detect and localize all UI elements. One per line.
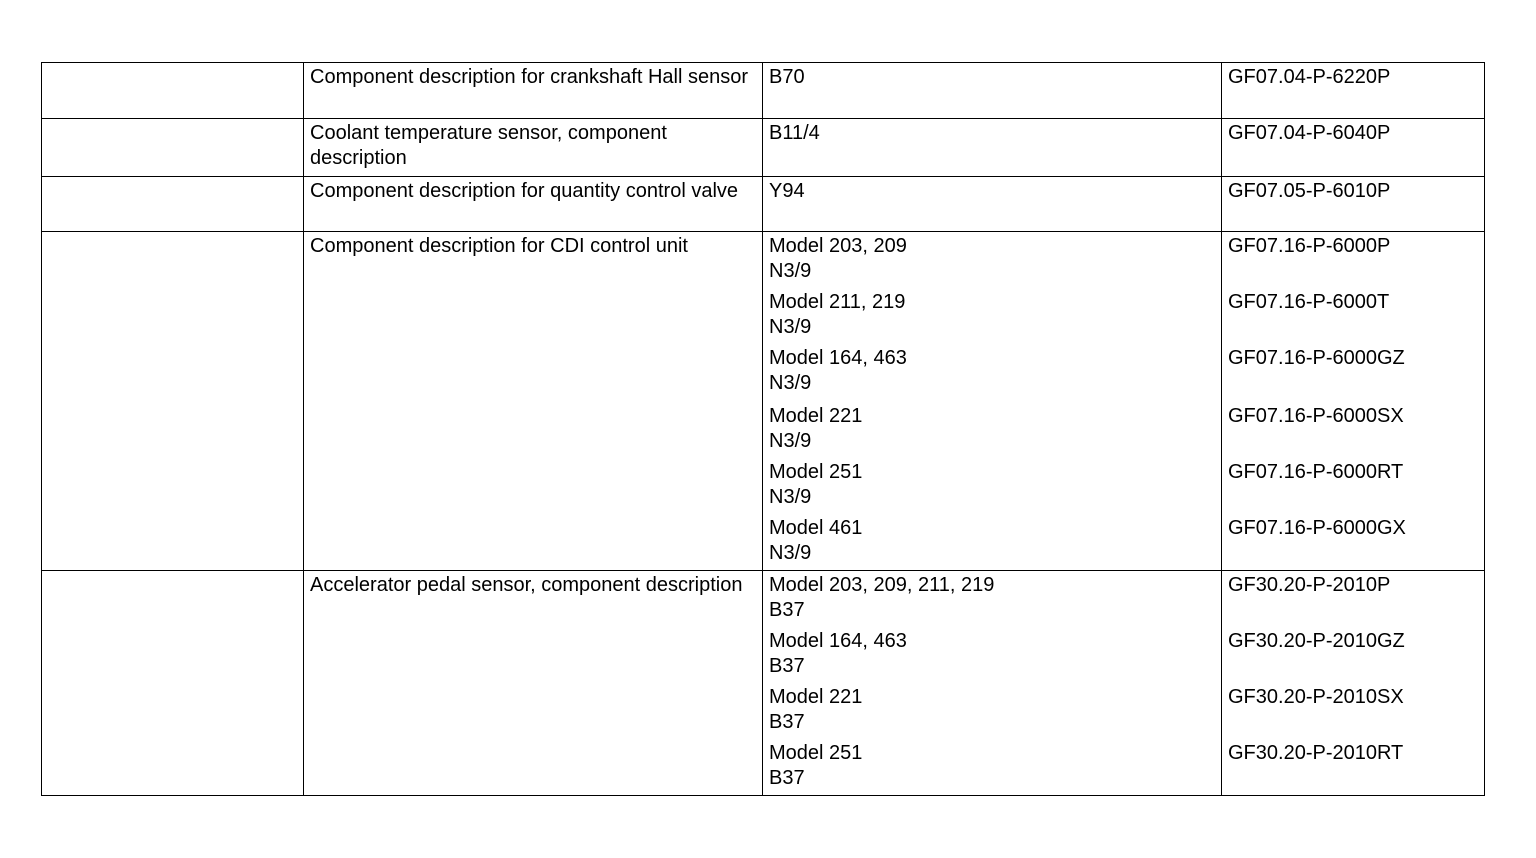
document-ref-cell: [1222, 177, 1485, 232]
document-reference: GF30.20-P-2010GZ: [1228, 630, 1405, 652]
model-label: Model 203, 209: [769, 235, 907, 257]
document-reference: GF07.16-P-6000RT: [1228, 461, 1404, 483]
model-entry: [769, 290, 1215, 345]
model-entry: [769, 346, 1215, 403]
table-row: [42, 177, 1485, 232]
component-description: Component description for CDI control unit: [304, 232, 763, 571]
component-code: B70: [769, 66, 805, 88]
component-code: B37: [769, 655, 805, 677]
document-ref-cell: [1222, 63, 1485, 119]
table-row: [42, 63, 1485, 119]
model-label: Model 203, 209, 211, 219: [769, 574, 995, 596]
model-label: Model 221: [769, 405, 863, 427]
table-row: [42, 119, 1485, 177]
document-ref-cell: [1222, 119, 1485, 177]
model-entry: [769, 404, 1215, 459]
component-code: B11/4: [769, 122, 820, 144]
model-label: Model 221: [769, 686, 863, 708]
document-ref-cell: [1222, 571, 1485, 796]
model-entry: [769, 516, 1215, 568]
model-entry: [769, 573, 1215, 628]
model-code-cell: [763, 571, 1222, 796]
document-reference: GF07.05-P-6010P: [1228, 180, 1391, 202]
document-reference: GF30.20-P-2010P: [1228, 574, 1391, 596]
blank-cell: [42, 177, 304, 232]
document-reference: GF30.20-P-2010SX: [1228, 686, 1404, 708]
document-entry: [1228, 629, 1478, 684]
component-code: N3/9: [769, 486, 812, 508]
model-label: Model 461: [769, 517, 863, 539]
document-reference: GF07.16-P-6000SX: [1228, 405, 1404, 427]
model-entry: [769, 685, 1215, 740]
component-description: Component description for quantity control valve: [304, 177, 763, 232]
document-entry: [1228, 516, 1478, 568]
document-entry: [1228, 290, 1478, 345]
document-reference: GF07.16-P-6000GX: [1228, 517, 1406, 539]
document-entry: [1228, 573, 1478, 628]
blank-cell: [42, 232, 304, 571]
component-code: N3/9: [769, 542, 812, 564]
component-code: Y94: [769, 180, 805, 202]
document-reference: GF07.16-P-6000P: [1228, 235, 1391, 257]
model-entry: [769, 629, 1215, 684]
document-reference: GF07.16-P-6000T: [1228, 291, 1390, 313]
document-entry: [1228, 741, 1478, 793]
document-reference: GF07.04-P-6040P: [1228, 122, 1391, 144]
component-description: Component description for crankshaft Hall sensor: [304, 63, 763, 119]
component-description: Coolant temperature sensor, component description: [304, 119, 763, 177]
model-label: Model 164, 463: [769, 630, 907, 652]
table-row: [42, 232, 1485, 571]
model-entry: [769, 460, 1215, 515]
document-entry: [1228, 234, 1478, 289]
component-code: B37: [769, 711, 805, 733]
blank-cell: [42, 571, 304, 796]
document-reference: GF07.04-P-6220P: [1228, 66, 1391, 88]
document-entry: [1228, 404, 1478, 459]
model-entry: [769, 741, 1215, 793]
component-code: N3/9: [769, 372, 812, 394]
model-label: Model 251: [769, 461, 863, 483]
model-label: Model 164, 463: [769, 347, 907, 369]
component-code-cell: [763, 119, 1222, 177]
table-row: [42, 571, 1485, 796]
blank-cell: [42, 63, 304, 119]
document-entry: [1228, 346, 1478, 403]
model-code-cell: [763, 232, 1222, 571]
component-code: N3/9: [769, 260, 812, 282]
model-label: Model 251: [769, 742, 863, 764]
component-code: N3/9: [769, 430, 812, 452]
model-entry: [769, 234, 1215, 289]
document-ref-cell: [1222, 232, 1485, 571]
model-label: Model 211, 219: [769, 291, 906, 313]
component-reference-table: [41, 62, 1485, 796]
component-code: B37: [769, 767, 805, 789]
document-reference: GF07.16-P-6000GZ: [1228, 347, 1405, 369]
component-code: B37: [769, 599, 805, 621]
component-description: Accelerator pedal sensor, component description: [304, 571, 763, 796]
document-reference: GF30.20-P-2010RT: [1228, 742, 1404, 764]
component-code-cell: [763, 177, 1222, 232]
blank-cell: [42, 119, 304, 177]
document-entry: [1228, 685, 1478, 740]
document-entry: [1228, 460, 1478, 515]
component-code: N3/9: [769, 316, 812, 338]
component-code-cell: [763, 63, 1222, 119]
